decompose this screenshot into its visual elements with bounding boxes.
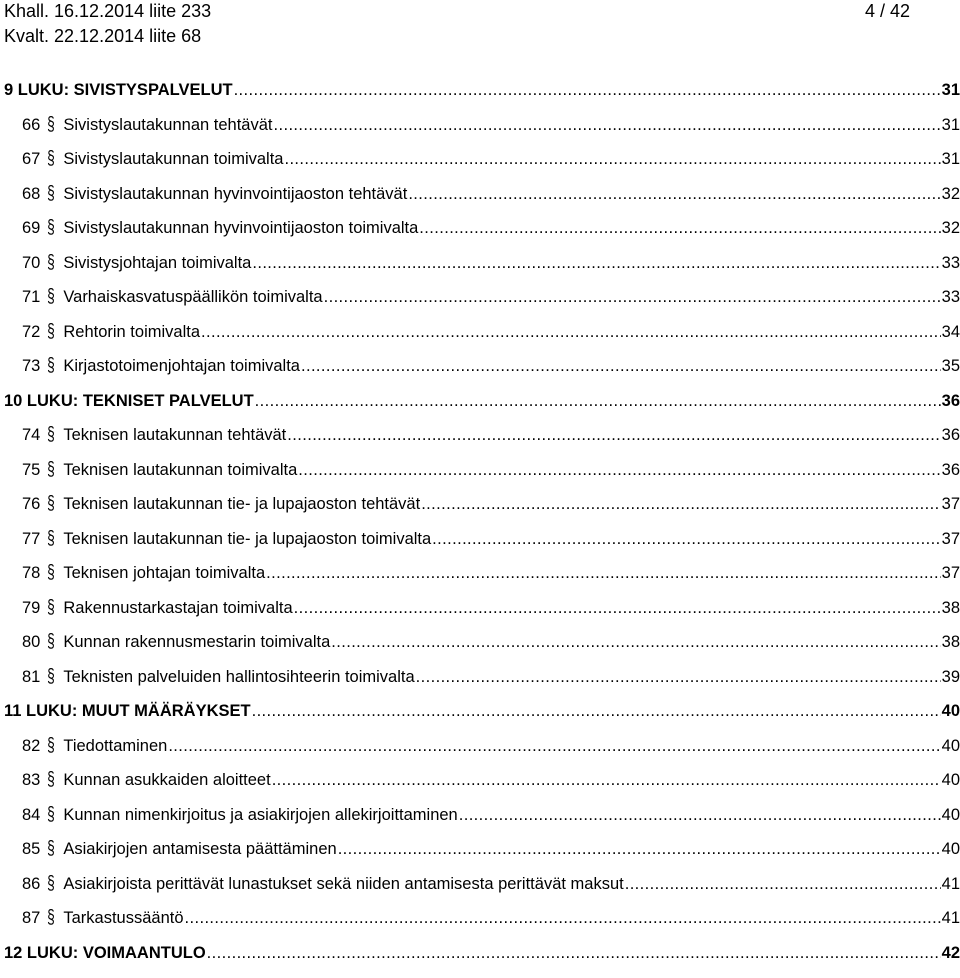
dot-leader	[625, 874, 941, 894]
dot-leader	[255, 391, 941, 411]
section-number: 79	[22, 598, 41, 617]
toc-section-entry[interactable]	[22, 214, 960, 238]
section-number: 68	[22, 184, 41, 203]
section-symbol: §	[47, 182, 56, 204]
section-title: Teknisen lautakunnan toimivalta	[63, 460, 298, 479]
dot-leader	[272, 770, 941, 790]
section-number: 80	[22, 633, 41, 651]
page-number: 38	[941, 598, 960, 617]
dot-leader	[284, 149, 940, 169]
toc-section-entry[interactable]	[22, 421, 960, 445]
section-title: Asiakirjoista perittävät lunastukset sekä niiden antamisesta perittävät maksut	[63, 874, 624, 893]
page-number: 38	[941, 633, 960, 651]
section-title: Sivistyslautakunnan tehtävät	[63, 115, 273, 134]
chapter-title: 9 LUKU: SIVISTYSPALVELUT	[4, 81, 233, 99]
toc-section-entry[interactable]	[22, 835, 960, 859]
section-number: 84	[22, 805, 41, 824]
section-number: 73	[22, 357, 41, 375]
section-number: 67	[22, 150, 41, 168]
section-number: 74	[22, 426, 41, 444]
toc-chapter-entry[interactable]	[4, 76, 960, 100]
section-symbol: §	[47, 113, 56, 135]
section-title: Kunnan nimenkirjoitus ja asiakirjojen allekirjoittaminen	[63, 805, 458, 824]
section-number: 71	[22, 288, 41, 306]
page-number: 40	[941, 805, 960, 824]
page-indicator: 4 / 42	[864, 1, 910, 21]
page-number: 36	[941, 426, 960, 444]
section-symbol: §	[47, 424, 56, 445]
page-number: 31	[941, 115, 960, 134]
page-number: 36	[941, 460, 960, 479]
council-reference: Khall. 16.12.2014 liite 233	[4, 1, 212, 21]
dot-leader	[421, 494, 940, 514]
page-number: 35	[941, 357, 960, 375]
toc-section-entry[interactable]	[22, 559, 960, 583]
section-number: 83	[22, 771, 41, 789]
toc-section-entry[interactable]	[22, 145, 960, 169]
toc-section-entry[interactable]	[22, 490, 960, 514]
dot-leader	[301, 356, 941, 376]
section-number: 70	[22, 253, 41, 272]
toc-section-entry[interactable]	[22, 352, 960, 376]
section-symbol: §	[47, 355, 56, 376]
section-symbol: §	[47, 148, 56, 169]
page-number: 31	[941, 81, 960, 99]
dot-leader	[331, 632, 940, 652]
toc-section-entry[interactable]	[22, 283, 960, 307]
section-symbol: §	[47, 217, 56, 238]
section-title: Rakennustarkastajan toimivalta	[63, 598, 293, 617]
section-symbol: §	[47, 493, 56, 514]
section-title: Teknisen lautakunnan tehtävät	[63, 426, 287, 444]
toc-section-entry[interactable]	[22, 249, 960, 273]
chapter-title: 10 LUKU: TEKNISET PALVELUT	[4, 391, 254, 410]
section-number: 66	[22, 115, 41, 134]
toc-section-entry[interactable]	[22, 318, 960, 342]
section-title: Tarkastussääntö	[63, 909, 184, 927]
chapter-title: 12 LUKU: VOIMAANTULO	[4, 943, 206, 962]
section-title: Teknisen lautakunnan tie- ja lupajaoston tehtävät	[63, 495, 421, 513]
dot-leader	[266, 563, 941, 583]
section-symbol: §	[47, 251, 56, 273]
toc-section-entry[interactable]	[22, 663, 960, 687]
section-title: Varhaiskasvatuspäällikön toimivalta	[63, 288, 323, 306]
section-symbol: §	[47, 665, 56, 687]
dot-leader	[338, 839, 941, 859]
toc-section-entry[interactable]	[22, 904, 960, 928]
section-symbol: §	[47, 286, 56, 307]
toc-section-entry[interactable]	[22, 870, 960, 894]
page-number: 40	[941, 702, 960, 720]
assembly-reference: Kvalt. 22.12.2014 liite 68	[4, 26, 202, 46]
page-number: 31	[941, 150, 960, 168]
page-number: 40	[941, 771, 960, 789]
toc-section-entry[interactable]	[22, 628, 960, 652]
dot-leader	[416, 667, 941, 687]
page-number: 37	[941, 564, 960, 582]
page-number: 42	[941, 943, 960, 962]
section-title: Tiedottaminen	[63, 736, 168, 755]
section-symbol: §	[47, 320, 56, 342]
dot-leader	[287, 425, 940, 445]
page-number: 41	[941, 909, 960, 927]
toc-section-entry[interactable]	[22, 180, 960, 204]
page-number: 32	[941, 219, 960, 237]
toc-chapter-entry[interactable]	[4, 387, 960, 411]
page-number: 40	[941, 840, 960, 858]
section-symbol: §	[47, 734, 56, 756]
section-number: 78	[22, 564, 41, 582]
page-number: 37	[941, 529, 960, 548]
section-number: 76	[22, 495, 41, 513]
section-title: Rehtorin toimivalta	[63, 322, 200, 341]
section-symbol: §	[47, 803, 56, 825]
page-number: 33	[941, 288, 960, 306]
section-symbol: §	[47, 562, 56, 583]
section-symbol: §	[47, 769, 56, 790]
dot-leader	[459, 805, 941, 825]
dot-leader	[234, 80, 941, 100]
toc-section-entry[interactable]	[22, 594, 960, 618]
section-title: Kunnan rakennusmestarin toimivalta	[63, 633, 331, 651]
section-symbol: §	[47, 458, 56, 480]
page-number: 37	[941, 495, 960, 513]
section-title: Sivistyslautakunnan hyvinvointijaoston tehtävät	[63, 184, 408, 203]
page-number: 32	[941, 184, 960, 203]
page-number: 34	[941, 322, 960, 341]
dot-leader	[298, 460, 940, 480]
section-title: Teknisten palveluiden hallintosihteerin toimivalta	[63, 667, 415, 686]
section-symbol: §	[47, 838, 56, 859]
page-number: 41	[941, 874, 960, 893]
section-title: Kirjastotoimenjohtajan toimivalta	[63, 357, 300, 375]
dot-leader	[252, 253, 940, 273]
section-title: Sivistyslautakunnan toimivalta	[63, 150, 284, 168]
section-number: 81	[22, 667, 41, 686]
dot-leader	[185, 908, 941, 928]
toc-section-entry[interactable]	[22, 525, 960, 549]
section-number: 77	[22, 529, 41, 548]
dot-leader	[168, 736, 940, 756]
section-number: 86	[22, 874, 41, 893]
section-title: Kunnan asukkaiden aloitteet	[63, 771, 271, 789]
dot-leader	[252, 701, 941, 721]
page-number: 39	[941, 667, 960, 686]
toc-chapter-entry[interactable]	[4, 697, 960, 721]
dot-leader	[432, 529, 940, 549]
section-title: Teknisen johtajan toimivalta	[63, 564, 266, 582]
section-number: 82	[22, 736, 41, 755]
dot-leader	[201, 322, 941, 342]
page-number: 36	[941, 391, 960, 410]
page-number: 40	[941, 736, 960, 755]
toc-chapter-entry[interactable]	[4, 939, 960, 963]
section-title: Sivistysjohtajan toimivalta	[63, 253, 252, 272]
chapter-title: 11 LUKU: MUUT MÄÄRÄYKSET	[4, 702, 251, 720]
section-title: Sivistyslautakunnan hyvinvointijaoston toimivalta	[63, 219, 419, 237]
section-number: 69	[22, 219, 41, 237]
section-symbol: §	[47, 872, 56, 894]
section-number: 72	[22, 322, 41, 341]
dot-leader	[294, 598, 941, 618]
dot-leader	[274, 115, 941, 135]
toc-section-entry[interactable]	[22, 111, 960, 135]
dot-leader	[207, 943, 941, 963]
section-number: 75	[22, 460, 41, 479]
section-symbol: §	[47, 631, 56, 652]
dot-leader	[324, 287, 941, 307]
section-number: 87	[22, 909, 41, 927]
section-symbol: §	[47, 596, 56, 618]
toc-section-entry[interactable]	[22, 766, 960, 790]
section-title: Teknisen lautakunnan tie- ja lupajaoston toimivalta	[63, 529, 432, 548]
toc-section-entry[interactable]	[22, 801, 960, 825]
section-title: Asiakirjojen antamisesta päättäminen	[63, 840, 337, 858]
dot-leader	[419, 218, 940, 238]
section-symbol: §	[47, 527, 56, 549]
dot-leader	[408, 184, 940, 204]
section-symbol: §	[47, 907, 56, 928]
toc-section-entry[interactable]	[22, 456, 960, 480]
page-number: 33	[941, 253, 960, 272]
section-number: 85	[22, 840, 41, 858]
page-header	[4, 0, 956, 52]
toc-section-entry[interactable]	[22, 732, 960, 756]
